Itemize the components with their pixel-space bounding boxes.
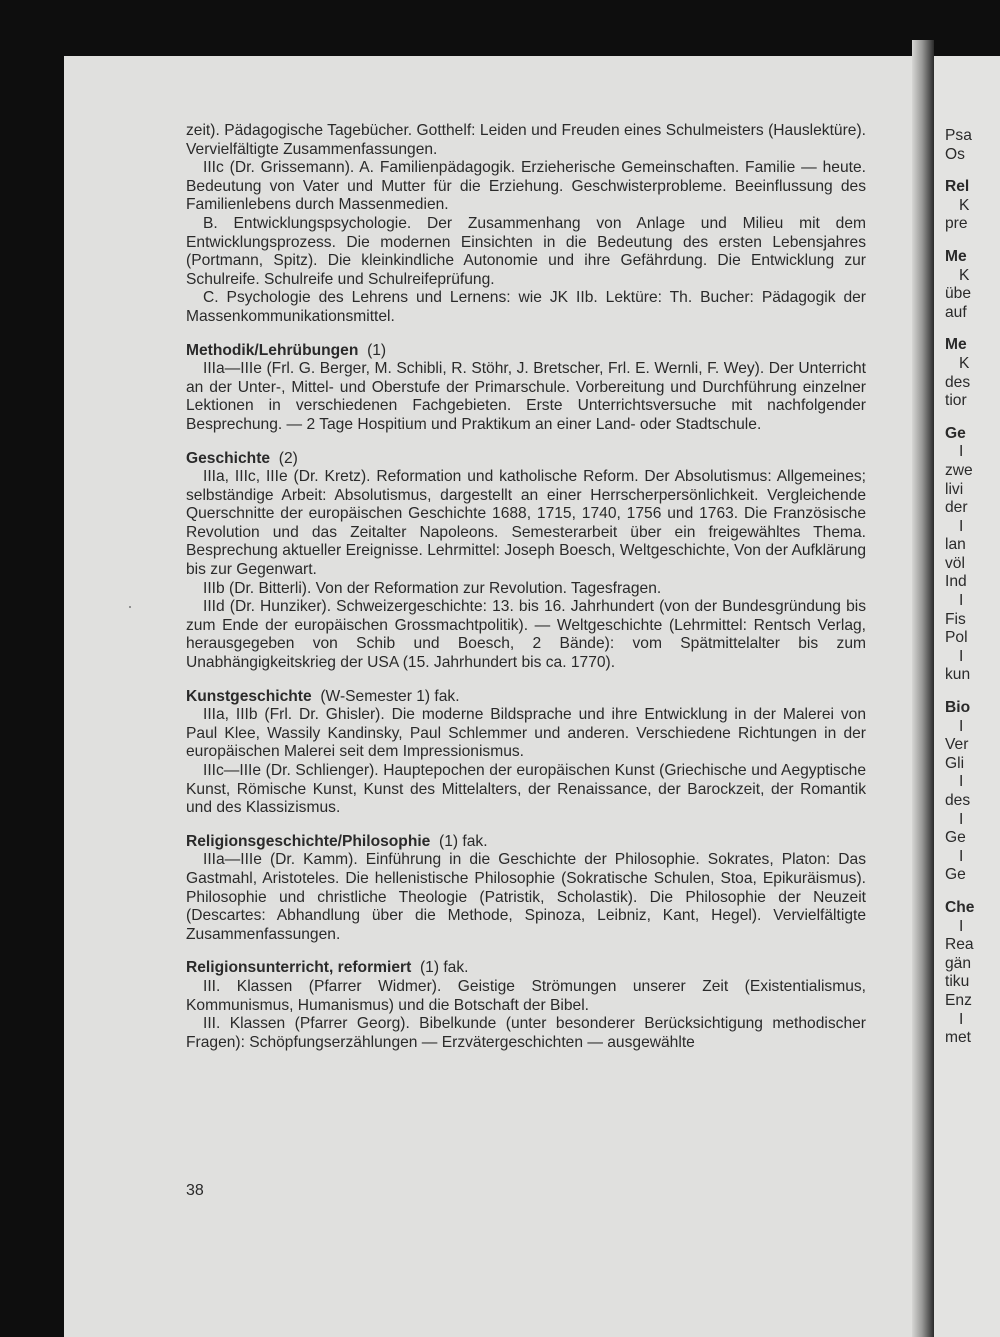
fragment-line: tiku [945, 973, 970, 991]
sections-block [186, 342, 866, 1053]
fragment-line: K [959, 354, 970, 372]
fragment-line: Fis [945, 610, 966, 628]
section-paragraph: IIIa—IIIe (Frl. G. Berger, M. Schibli, R. Stöhr, J. Bretscher, Frl. E. Wernli, F. Wey). Der Unterricht an der Unter-, Mittel- und Oberstufe der Primarschule. Vorbereitung und Durchführung einzelner Lektionen in verschiedenen Fachgebieten. Erste Unterrichtsversuche mit nachfolgender Besprechung. — 2 Tage Hospitium und Praktikum an einer Land- oder Stadtschule. [186, 360, 866, 433]
fragment-heading: Me [945, 336, 967, 354]
fragment-line: Rea [945, 936, 974, 954]
fragment-line: met [945, 1029, 971, 1047]
fragment-gap [945, 234, 1000, 248]
fragment-line: auf [945, 303, 967, 321]
section-title: Kunstgeschichte [186, 687, 312, 705]
fragment-line: Ind [945, 573, 967, 591]
fragment-line: des [945, 373, 971, 391]
section-heading [186, 342, 866, 361]
fragment-line: K [959, 266, 970, 284]
fragment-line: Ver [945, 736, 969, 754]
fragment-gap [945, 411, 1000, 425]
fragment-heading: Ge [945, 424, 966, 442]
fragment-heading: Rel [945, 178, 970, 196]
fragment-line: Pol [945, 629, 968, 647]
section-heading [186, 833, 866, 852]
section-paragraph: III. Klassen (Pfarrer Georg). Bibelkunde (unter besonderer Berücksichtigung methodischer Fragen): Schöpfungserzählungen — Erzvätergeschichten — ausgewählte [186, 1015, 866, 1051]
fragment-gap [945, 322, 1000, 336]
fragment-line: Os [945, 145, 965, 163]
fragment-line: Ge [945, 829, 966, 847]
fragment-line: lan [945, 536, 966, 554]
section-paragraph: IIIa, IIIb (Frl. Dr. Ghisler). Die moderne Bildsprache und ihre Entwicklung in der Malerei von Paul Klee, Wassily Kandinsky, Paul Schlemmer und anderen. Verschiedene Richtungen in der europäischen Malerei seit dem Impressionismus. [186, 706, 866, 761]
fragment-heading: Bio [945, 699, 971, 717]
intro-block [186, 122, 866, 327]
section-note: (1) fak. [419, 959, 469, 977]
fragment-line: Enz [945, 991, 972, 1009]
fragment-line: I [959, 773, 964, 791]
section-title: Religionsunterricht, reformiert [186, 959, 412, 977]
section-heading [186, 959, 866, 978]
fragment-line: gän [945, 954, 972, 972]
fragment-line: kun [945, 666, 971, 684]
page-number: 38 [186, 1182, 204, 1199]
fragment-gap [945, 685, 1000, 699]
section-paragraph: IIId (Dr. Hunziker). Schweizergeschichte: 13. bis 16. Jahrhundert (von der Bundesgründung bis zum Ende der europäischen Grossmachtpolitik). — Weltgeschichte (Lehrmittel: Rentsch Verlag, herausgegeben von Schib und Boesch, 2 Bände): vom Spätmittelalter bis zum Unabhängigkeitskrieg der USA (15. Jahrhundert bis ca. 1770). [186, 598, 866, 672]
fragment-line: tior [945, 392, 967, 410]
fragment-line: des [945, 792, 971, 809]
fragment-line: I [959, 810, 964, 828]
section-paragraph: III. Klassen (Pfarrer Widmer). Geistige Strömungen unserer Zeit (Existentialismus, Kommunismus, Humanismus) und die Botschaft der Bibel. [186, 977, 866, 1014]
right-page-fragments [945, 127, 1000, 1048]
section-title: Geschichte [186, 449, 271, 467]
fragment-line: pre [945, 215, 968, 233]
section-note: (W-Semester 1) fak. [320, 687, 460, 705]
left-page-text [186, 122, 866, 1052]
section-heading [186, 688, 866, 707]
fragment-line: I [959, 592, 964, 610]
section-paragraph: IIIc—IIIe (Dr. Schlienger). Hauptepochen der europäischen Kunst (Griechische und Aegyptische Kunst, Römische Kunst, Kunst des Mittelalters, der Renaissance, der Barockzeit, der Romantik und des Klassizismus. [186, 762, 866, 817]
fragment-line: Ge [945, 866, 966, 884]
section-note: (1) [367, 341, 387, 359]
fragment-line: I [959, 1010, 964, 1028]
fragment-line: übe [945, 285, 972, 303]
fragment-line: zwe [945, 461, 973, 479]
section-title: Religionsgeschichte/Philosophie [186, 832, 431, 850]
section-note: (2) [278, 449, 298, 467]
book-spine-shadow [912, 40, 934, 1337]
fragment-line: I [959, 647, 964, 665]
fragment-line: völ [945, 554, 965, 572]
fragment-line: I [959, 847, 964, 865]
section-paragraph: IIIa, IIIc, IIIe (Dr. Kretz). Reformation und katholische Reform. Der Absolutismus: Allgemeines; selbständige Arbeit: Absolutismus, dargestellt an einer Herrscherpersönlichkeit. Vergleichende Querschnitte der europäischen Geschichte 1688, 1715, 1740, 1756 und 1763. Die Französische Revolution und das Zeitalter Napoleons. Semesterarbeit über ein freigewähltes Thema. Besprechung aktueller Ereignisse. Lehrmittel: Joseph Boesch, Weltgeschichte, Von der Aufklärung bis zur Gegenwart. [186, 468, 866, 579]
fragment-line: Psa [945, 127, 972, 144]
intro-paragraph: B. Entwicklungspsychologie. Der Zusammenhang von Anlage und Milieu mit dem Entwicklungsprozess. Die modernen Einsichten in die Bedeutung des ersten Lebensjahres (Portmann, Spitz). Die kleinkindliche Autonomie und ihre Gefährdung. Die Entwicklung zur Schulreife. Schulreife und Schulreifeprüfung. [186, 214, 866, 288]
fragment-line: I [959, 917, 964, 935]
fragment-line: I [959, 443, 964, 461]
fragment-heading: Me [945, 247, 967, 265]
fragment-line: livi [945, 480, 964, 498]
intro-paragraph: C. Psychologie des Lehrens und Lernens: wie JK IIb. Lektüre: Th. Bucher: Pädagogik der Massenkommunikationsmittel. [186, 289, 866, 325]
section-heading [186, 450, 866, 469]
fragment-heading: Che [945, 898, 975, 916]
fragment-line: K [959, 196, 970, 214]
intro-paragraph: zeit). Pädagogische Tagebücher. Gotthelf: Leiden und Freuden eines Schulmeisters (Hauslektüre). Vervielfältigte Zusammenfassungen. [186, 122, 866, 158]
intro-paragraph: IIIc (Dr. Grissemann). A. Familienpädagogik. Erzieherische Gemeinschaften. Familie — heute. Bedeutung von Vater und Mutter für die Erziehung. Geschwisterprobleme. Beeinflussung des Familienlebens durch Massenmedien. [186, 159, 866, 214]
section-note: (1) fak. [439, 832, 488, 850]
fragment-gap [945, 164, 1000, 178]
section-title: Methodik/Lehrübungen [186, 341, 359, 359]
section-paragraph: IIIb (Dr. Bitterli). Von der Reformation zur Revolution. Tagesfragen. [203, 579, 662, 597]
fragment-line: I [959, 717, 964, 735]
fragment-line: der [945, 499, 968, 517]
fragment-line: I [959, 517, 964, 535]
fragment-gap [945, 885, 1000, 899]
fragment-line: Gli [945, 754, 965, 772]
paper-speck [129, 606, 131, 608]
section-paragraph: IIIa—IIIe (Dr. Kamm). Einführung in die Geschichte der Philosophie. Sokrates, Platon: Das Gastmahl, Aristoteles. Die hellenistische Philosophie (Sokratische Schulen, Stoa, Epikuräismus). Philosophie und christliche Theologie (Patristik, Scholastik). Die Philosophie der Neuzeit (Descartes: Abhandlung über die Methode, Spinoza, Leibniz, Kant, Hegel). Vervielfältigte Zusammenfassungen. [186, 851, 866, 943]
